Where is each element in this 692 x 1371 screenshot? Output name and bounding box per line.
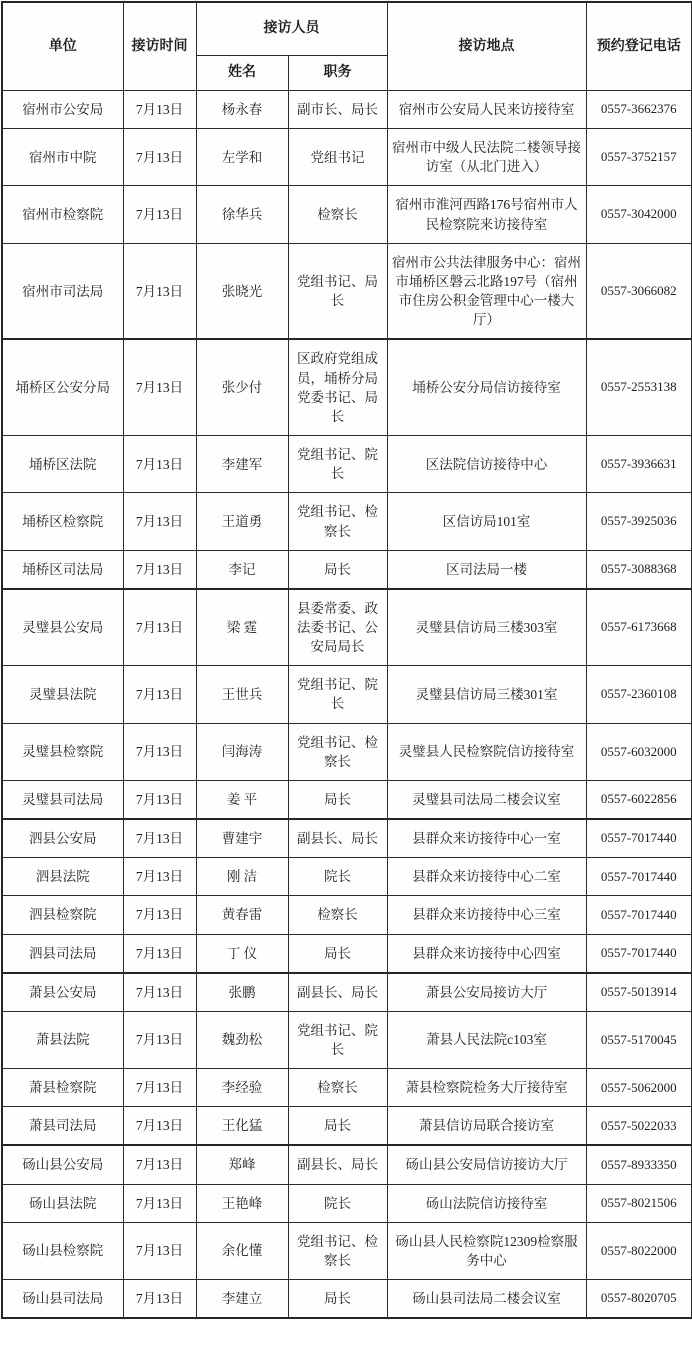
table-row <box>2 129 692 186</box>
position-cell: 局长 <box>288 550 387 589</box>
name-cell: 郑峰 <box>196 1145 288 1184</box>
name-cell: 李建立 <box>196 1280 288 1319</box>
name-cell: 杨永春 <box>196 91 288 129</box>
unit-cell: 砀山县检察院 <box>2 1222 123 1279</box>
location-cell: 县群众来访接待中心四室 <box>387 934 586 973</box>
position-cell: 检察长 <box>288 896 387 934</box>
name-cell: 左学和 <box>196 129 288 186</box>
phone-cell: 0557-7017440 <box>586 819 692 858</box>
unit-cell: 宿州市司法局 <box>2 243 123 339</box>
header-personnel: 接访人员 <box>196 2 387 56</box>
phone-cell: 0557-8020705 <box>586 1280 692 1319</box>
location-cell: 萧县公安局接访大厅 <box>387 973 586 1012</box>
name-cell: 张少付 <box>196 339 288 435</box>
name-cell: 王化猛 <box>196 1107 288 1146</box>
time-cell: 7月13日 <box>123 819 196 858</box>
table-row <box>2 1011 692 1068</box>
time-cell: 7月13日 <box>123 780 196 819</box>
name-cell: 刚 洁 <box>196 858 288 896</box>
table-row <box>2 896 692 934</box>
location-cell: 萧县人民法院c103室 <box>387 1011 586 1068</box>
table-row <box>2 186 692 243</box>
table-row <box>2 1184 692 1222</box>
position-cell: 党组书记 <box>288 129 387 186</box>
phone-cell: 0557-3066082 <box>586 243 692 339</box>
location-cell: 灵璧县信访局三楼303室 <box>387 589 586 666</box>
phone-cell: 0557-7017440 <box>586 934 692 973</box>
table-row <box>2 589 692 666</box>
header-name: 姓名 <box>196 56 288 91</box>
position-cell: 副县长、局长 <box>288 973 387 1012</box>
position-cell: 党组书记、检察长 <box>288 723 387 780</box>
table-row <box>2 339 692 435</box>
time-cell: 7月13日 <box>123 1280 196 1319</box>
time-cell: 7月13日 <box>123 858 196 896</box>
table-row <box>2 723 692 780</box>
unit-cell: 砀山县公安局 <box>2 1145 123 1184</box>
phone-cell: 0557-8022000 <box>586 1222 692 1279</box>
time-cell: 7月13日 <box>123 129 196 186</box>
table-row <box>2 1069 692 1107</box>
header-location: 接访地点 <box>387 2 586 91</box>
position-cell: 院长 <box>288 1184 387 1222</box>
location-cell: 灵璧县司法局二楼会议室 <box>387 780 586 819</box>
phone-cell: 0557-6173668 <box>586 589 692 666</box>
phone-cell: 0557-5013914 <box>586 973 692 1012</box>
phone-cell: 0557-3936631 <box>586 436 692 493</box>
phone-cell: 0557-6032000 <box>586 723 692 780</box>
table-row <box>2 973 692 1012</box>
time-cell: 7月13日 <box>123 589 196 666</box>
phone-cell: 0557-3042000 <box>586 186 692 243</box>
phone-cell: 0557-7017440 <box>586 858 692 896</box>
time-cell: 7月13日 <box>123 1069 196 1107</box>
unit-cell: 灵璧县检察院 <box>2 723 123 780</box>
location-cell: 宿州市中级人民法院二楼领导接访室（从北门进入） <box>387 129 586 186</box>
location-cell: 县群众来访接待中心一室 <box>387 819 586 858</box>
position-cell: 局长 <box>288 1280 387 1319</box>
header-position: 职务 <box>288 56 387 91</box>
time-cell: 7月13日 <box>123 723 196 780</box>
unit-cell: 泗县法院 <box>2 858 123 896</box>
time-cell: 7月13日 <box>123 1107 196 1146</box>
table-row <box>2 91 692 129</box>
location-cell: 萧县信访局联合接访室 <box>387 1107 586 1146</box>
phone-cell: 0557-3088368 <box>586 550 692 589</box>
position-cell: 院长 <box>288 858 387 896</box>
location-cell: 萧县检察院检务大厅接待室 <box>387 1069 586 1107</box>
location-cell: 砀山法院信访接待室 <box>387 1184 586 1222</box>
position-cell: 副市长、局长 <box>288 91 387 129</box>
reception-schedule-table <box>1 1 692 1319</box>
name-cell: 王世兵 <box>196 666 288 723</box>
position-cell: 局长 <box>288 934 387 973</box>
name-cell: 徐华兵 <box>196 186 288 243</box>
name-cell: 丁 仪 <box>196 934 288 973</box>
table-row <box>2 550 692 589</box>
location-cell: 砀山县人民检察院12309检察服务中心 <box>387 1222 586 1279</box>
location-cell: 宿州市淮河西路176号宿州市人民检察院来访接待室 <box>387 186 586 243</box>
location-cell: 县群众来访接待中心二室 <box>387 858 586 896</box>
location-cell: 区法院信访接待中心 <box>387 436 586 493</box>
time-cell: 7月13日 <box>123 493 196 550</box>
time-cell: 7月13日 <box>123 91 196 129</box>
name-cell: 王道勇 <box>196 493 288 550</box>
name-cell: 李记 <box>196 550 288 589</box>
phone-cell: 0557-2360108 <box>586 666 692 723</box>
unit-cell: 灵璧县公安局 <box>2 589 123 666</box>
name-cell: 张鹏 <box>196 973 288 1012</box>
phone-cell: 0557-8933350 <box>586 1145 692 1184</box>
header-phone: 预约登记电话 <box>586 2 692 91</box>
phone-cell: 0557-5170045 <box>586 1011 692 1068</box>
location-cell: 砀山县司法局二楼会议室 <box>387 1280 586 1319</box>
time-cell: 7月13日 <box>123 1222 196 1279</box>
time-cell: 7月13日 <box>123 896 196 934</box>
location-cell: 灵璧县人民检察院信访接待室 <box>387 723 586 780</box>
table-row <box>2 858 692 896</box>
unit-cell: 泗县司法局 <box>2 934 123 973</box>
time-cell: 7月13日 <box>123 339 196 435</box>
table-row <box>2 1107 692 1146</box>
position-cell: 区政府党组成员，埇桥分局党委书记、局长 <box>288 339 387 435</box>
time-cell: 7月13日 <box>123 436 196 493</box>
unit-cell: 灵璧县司法局 <box>2 780 123 819</box>
position-cell: 党组书记、局长 <box>288 243 387 339</box>
position-cell: 副县长、局长 <box>288 1145 387 1184</box>
location-cell: 灵璧县信访局三楼301室 <box>387 666 586 723</box>
unit-cell: 宿州市检察院 <box>2 186 123 243</box>
position-cell: 党组书记、院长 <box>288 1011 387 1068</box>
name-cell: 张晓光 <box>196 243 288 339</box>
unit-cell: 泗县检察院 <box>2 896 123 934</box>
unit-cell: 萧县公安局 <box>2 973 123 1012</box>
table-row <box>2 819 692 858</box>
time-cell: 7月13日 <box>123 934 196 973</box>
time-cell: 7月13日 <box>123 666 196 723</box>
name-cell: 李经验 <box>196 1069 288 1107</box>
location-cell: 宿州市公共法律服务中心：宿州市埇桥区磐云北路197号（宿州市住房公积金管理中心一楼大厅） <box>387 243 586 339</box>
table-row <box>2 934 692 973</box>
unit-cell: 宿州市公安局 <box>2 91 123 129</box>
phone-cell: 0557-3662376 <box>586 91 692 129</box>
position-cell: 党组书记、检察长 <box>288 1222 387 1279</box>
phone-cell: 0557-7017440 <box>586 896 692 934</box>
table-row <box>2 780 692 819</box>
location-cell: 埇桥公安分局信访接待室 <box>387 339 586 435</box>
table-row <box>2 1222 692 1279</box>
position-cell: 检察长 <box>288 186 387 243</box>
name-cell: 闫海涛 <box>196 723 288 780</box>
position-cell: 检察长 <box>288 1069 387 1107</box>
name-cell: 曹建宇 <box>196 819 288 858</box>
time-cell: 7月13日 <box>123 1145 196 1184</box>
name-cell: 黄春雷 <box>196 896 288 934</box>
position-cell: 局长 <box>288 1107 387 1146</box>
phone-cell: 0557-5062000 <box>586 1069 692 1107</box>
unit-cell: 萧县法院 <box>2 1011 123 1068</box>
location-cell: 宿州市公安局人民来访接待室 <box>387 91 586 129</box>
phone-cell: 0557-6022856 <box>586 780 692 819</box>
table-body <box>2 91 692 1319</box>
unit-cell: 埇桥区检察院 <box>2 493 123 550</box>
name-cell: 姜 平 <box>196 780 288 819</box>
time-cell: 7月13日 <box>123 1011 196 1068</box>
unit-cell: 宿州市中院 <box>2 129 123 186</box>
table-header <box>2 2 692 91</box>
phone-cell: 0557-3925036 <box>586 493 692 550</box>
table-row <box>2 493 692 550</box>
unit-cell: 埇桥区法院 <box>2 436 123 493</box>
time-cell: 7月13日 <box>123 550 196 589</box>
unit-cell: 埇桥区公安分局 <box>2 339 123 435</box>
unit-cell: 砀山县法院 <box>2 1184 123 1222</box>
header-time: 接访时间 <box>123 2 196 91</box>
time-cell: 7月13日 <box>123 186 196 243</box>
name-cell: 梁 霆 <box>196 589 288 666</box>
unit-cell: 埇桥区司法局 <box>2 550 123 589</box>
time-cell: 7月13日 <box>123 1184 196 1222</box>
table-row <box>2 1145 692 1184</box>
time-cell: 7月13日 <box>123 973 196 1012</box>
unit-cell: 灵璧县法院 <box>2 666 123 723</box>
unit-cell: 萧县司法局 <box>2 1107 123 1146</box>
table-row <box>2 436 692 493</box>
unit-cell: 砀山县司法局 <box>2 1280 123 1319</box>
phone-cell: 0557-2553138 <box>586 339 692 435</box>
location-cell: 区信访局101室 <box>387 493 586 550</box>
table-row <box>2 1280 692 1319</box>
time-cell: 7月13日 <box>123 243 196 339</box>
unit-cell: 泗县公安局 <box>2 819 123 858</box>
location-cell: 砀山县公安局信访接访大厅 <box>387 1145 586 1184</box>
position-cell: 局长 <box>288 780 387 819</box>
name-cell: 李建军 <box>196 436 288 493</box>
location-cell: 县群众来访接待中心三室 <box>387 896 586 934</box>
unit-cell: 萧县检察院 <box>2 1069 123 1107</box>
name-cell: 王艳峰 <box>196 1184 288 1222</box>
location-cell: 区司法局一楼 <box>387 550 586 589</box>
position-cell: 党组书记、检察长 <box>288 493 387 550</box>
position-cell: 县委常委、政法委书记、公安局局长 <box>288 589 387 666</box>
name-cell: 余化懂 <box>196 1222 288 1279</box>
position-cell: 党组书记、院长 <box>288 436 387 493</box>
header-unit: 单位 <box>2 2 123 91</box>
name-cell: 魏劲松 <box>196 1011 288 1068</box>
table-row <box>2 243 692 339</box>
phone-cell: 0557-8021506 <box>586 1184 692 1222</box>
phone-cell: 0557-3752157 <box>586 129 692 186</box>
position-cell: 党组书记、院长 <box>288 666 387 723</box>
phone-cell: 0557-5022033 <box>586 1107 692 1146</box>
position-cell: 副县长、局长 <box>288 819 387 858</box>
table-row <box>2 666 692 723</box>
